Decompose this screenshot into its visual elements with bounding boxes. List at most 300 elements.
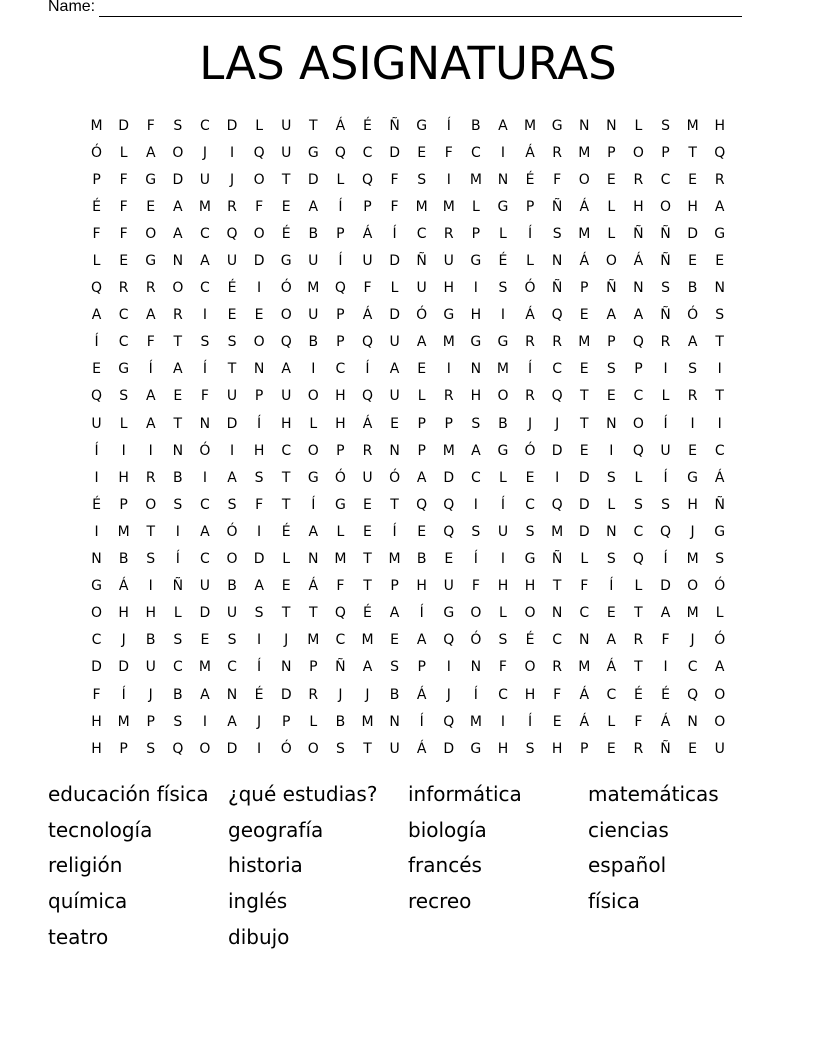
grid-letter: É bbox=[525, 171, 535, 188]
grid-letter: Í bbox=[419, 713, 424, 730]
grid-letter: Í bbox=[527, 225, 533, 242]
grid-letter: E bbox=[444, 551, 454, 568]
grid-letter: Q bbox=[361, 334, 373, 351]
grid-letter: H bbox=[497, 578, 509, 595]
grid-letter: U bbox=[145, 659, 156, 676]
grid-letter: M bbox=[578, 334, 591, 351]
grid-letter: M bbox=[469, 713, 482, 730]
grid-letter: H bbox=[497, 740, 509, 757]
grid-letter: E bbox=[525, 469, 535, 486]
grid-letter: N bbox=[470, 361, 482, 378]
name-label: Name: bbox=[48, 0, 96, 15]
grid-letter: M bbox=[334, 551, 347, 568]
grid-letter: Á bbox=[308, 578, 319, 595]
grid-letter: N bbox=[497, 171, 509, 188]
grid-letter: A bbox=[281, 361, 291, 378]
grid-letter: Q bbox=[632, 442, 644, 459]
grid-letter: S bbox=[661, 117, 670, 134]
grid-letter: R bbox=[633, 632, 644, 649]
grid-letter: T bbox=[281, 496, 291, 513]
grid-letter: H bbox=[91, 713, 102, 730]
grid-letter: L bbox=[580, 551, 589, 568]
grid-letter: L bbox=[336, 523, 345, 540]
grid-letter: É bbox=[661, 686, 670, 703]
grid-letter: Á bbox=[660, 713, 671, 730]
word-list-item: español bbox=[588, 853, 667, 878]
grid-letter: L bbox=[607, 496, 616, 513]
grid-letter: D bbox=[660, 578, 671, 595]
grid-letter: F bbox=[498, 659, 507, 676]
grid-letter: M bbox=[551, 523, 564, 540]
grid-letter: D bbox=[199, 605, 211, 622]
grid-letter: I bbox=[229, 442, 235, 459]
grid-letter: F bbox=[92, 686, 101, 703]
grid-letter: F bbox=[553, 686, 562, 703]
grid-letter: E bbox=[390, 415, 399, 432]
grid-letter: M bbox=[361, 632, 374, 649]
grid-letter: N bbox=[199, 415, 211, 432]
grid-letter: P bbox=[146, 713, 155, 730]
grid-letter: M bbox=[686, 605, 699, 622]
grid-letter: G bbox=[470, 253, 482, 270]
grid-letter: H bbox=[118, 605, 129, 622]
grid-letter: A bbox=[145, 388, 156, 405]
grid-letter: O bbox=[253, 334, 265, 351]
grid-letter: M bbox=[198, 198, 211, 215]
grid-letter: U bbox=[362, 469, 373, 486]
grid-letter: A bbox=[254, 578, 264, 595]
grid-letter: M bbox=[117, 523, 130, 540]
grid-letter: M bbox=[442, 198, 455, 215]
grid-letter: C bbox=[470, 469, 481, 486]
word-list-item: matemáticas bbox=[588, 782, 719, 806]
grid-letter: I bbox=[148, 578, 153, 595]
grid-letter: Ó bbox=[389, 469, 401, 486]
grid-letter: P bbox=[390, 578, 399, 595]
grid-letter: U bbox=[389, 388, 400, 405]
grid-letter: P bbox=[417, 659, 426, 676]
grid-letter: Ó bbox=[199, 442, 211, 459]
grid-letter: A bbox=[200, 523, 210, 540]
grid-letter: F bbox=[200, 388, 209, 405]
grid-letter: Ó bbox=[226, 523, 238, 540]
grid-letter: E bbox=[688, 442, 698, 459]
grid-letter: B bbox=[687, 280, 698, 297]
grid-letter: A bbox=[416, 334, 427, 351]
grid-letter: E bbox=[688, 740, 698, 757]
grid-letter: M bbox=[442, 334, 455, 351]
grid-letter: C bbox=[362, 144, 373, 161]
grid-letter: L bbox=[499, 469, 507, 486]
grid-letter: H bbox=[91, 740, 102, 757]
grid-letter: N bbox=[578, 632, 590, 649]
grid-letter: T bbox=[390, 496, 399, 513]
grid-letter: T bbox=[634, 659, 643, 676]
grid-letter: G bbox=[416, 117, 428, 134]
grid-letter: O bbox=[524, 605, 536, 622]
grid-letter: A bbox=[308, 198, 319, 215]
grid-letter: M bbox=[415, 198, 428, 215]
grid-letter: I bbox=[555, 469, 560, 486]
grid-letter: U bbox=[443, 253, 454, 270]
grid-letter: P bbox=[525, 198, 535, 215]
grid-letter: J bbox=[229, 171, 235, 188]
grid-letter: E bbox=[606, 740, 616, 757]
grid-letter: Ó bbox=[524, 442, 536, 459]
grid-letter: C bbox=[335, 632, 346, 649]
grid-letter: U bbox=[281, 144, 292, 161]
grid-letter: P bbox=[92, 171, 101, 188]
grid-letter: Ó bbox=[470, 632, 482, 649]
grid-letter: I bbox=[690, 415, 695, 432]
grid-letter: O bbox=[253, 225, 265, 242]
grid-letter: E bbox=[281, 578, 291, 595]
grid-letter: L bbox=[715, 605, 724, 622]
grid-letter: I bbox=[257, 523, 262, 540]
grid-letter: Í bbox=[392, 523, 397, 540]
grid-letter: Ñ bbox=[633, 225, 644, 242]
grid-letter: G bbox=[145, 253, 157, 270]
grid-letter: I bbox=[717, 415, 722, 432]
grid-letter: F bbox=[92, 225, 101, 242]
grid-letter: P bbox=[634, 361, 643, 378]
grid-letter: S bbox=[498, 280, 508, 297]
grid-letter: F bbox=[363, 280, 372, 297]
grid-letter: O bbox=[714, 713, 726, 730]
grid-letter: U bbox=[226, 253, 238, 270]
grid-letter: Ó bbox=[714, 632, 726, 649]
grid-letter: C bbox=[470, 144, 481, 161]
word-list-item: biología bbox=[408, 817, 487, 842]
grid-letter: D bbox=[226, 117, 238, 134]
grid-letter: Í bbox=[663, 415, 668, 432]
grid-letter: U bbox=[226, 605, 238, 622]
grid-letter: Í bbox=[527, 361, 533, 378]
grid-letter: R bbox=[660, 334, 671, 351]
grid-letter: A bbox=[389, 361, 400, 378]
grid-letter: P bbox=[661, 144, 670, 161]
grid-letter: N bbox=[389, 713, 400, 730]
grid-letter: Á bbox=[579, 713, 590, 730]
grid-letter: M bbox=[117, 713, 130, 730]
grid-letter: A bbox=[91, 307, 102, 324]
grid-letter: N bbox=[606, 415, 617, 432]
grid-letter: E bbox=[227, 307, 237, 324]
word-list-item: química bbox=[48, 889, 128, 914]
grid-letter: A bbox=[200, 253, 210, 270]
grid-letter: N bbox=[308, 551, 319, 568]
grid-letter: T bbox=[309, 605, 318, 622]
grid-letter: P bbox=[471, 225, 481, 242]
grid-letter: Q bbox=[361, 171, 373, 188]
grid-letter: E bbox=[281, 198, 291, 215]
grid-letter: C bbox=[335, 361, 346, 378]
grid-letter: Ñ bbox=[660, 740, 671, 757]
grid-letter: I bbox=[446, 171, 451, 188]
grid-letter: E bbox=[92, 361, 101, 378]
grid-letter: Á bbox=[362, 307, 373, 324]
grid-letter: T bbox=[281, 171, 291, 188]
grid-letter: R bbox=[525, 334, 535, 351]
word-list-item: educación física bbox=[48, 782, 209, 806]
name-underline bbox=[99, 0, 742, 17]
grid-letter: H bbox=[253, 442, 265, 459]
grid-letter: B bbox=[335, 713, 346, 730]
grid-letter: T bbox=[363, 551, 372, 568]
grid-letter: P bbox=[607, 144, 616, 161]
grid-letter: Á bbox=[362, 415, 373, 432]
grid-letter: É bbox=[363, 605, 372, 622]
grid-letter: T bbox=[281, 469, 291, 486]
grid-letter: É bbox=[363, 117, 372, 134]
grid-letter: N bbox=[470, 659, 482, 676]
grid-letter: U bbox=[226, 388, 238, 405]
grid-letter: T bbox=[579, 415, 589, 432]
grid-letter: C bbox=[498, 686, 508, 703]
grid-letter: F bbox=[336, 578, 345, 595]
grid-letter: C bbox=[606, 686, 617, 703]
grid-letter: G bbox=[470, 334, 482, 351]
grid-letter: Á bbox=[416, 740, 427, 757]
grid-letter: O bbox=[172, 280, 184, 297]
grid-letter: B bbox=[173, 469, 183, 486]
grid-letter: Á bbox=[714, 469, 725, 486]
grid-letter: Ñ bbox=[172, 578, 184, 595]
grid-letter: E bbox=[579, 442, 589, 459]
grid-letter: B bbox=[227, 578, 237, 595]
grid-letter: I bbox=[175, 523, 180, 540]
grid-letter: S bbox=[254, 469, 264, 486]
grid-letter: R bbox=[145, 469, 156, 486]
grid-letter: M bbox=[686, 551, 699, 568]
word-list bbox=[48, 777, 768, 955]
grid-letter: P bbox=[281, 713, 291, 730]
grid-letter: Í bbox=[338, 253, 343, 270]
grid-letter: F bbox=[119, 171, 128, 188]
grid-letter: Á bbox=[525, 144, 535, 161]
grid-letter: J bbox=[555, 415, 560, 432]
grid-letter: E bbox=[119, 253, 129, 270]
grid-letter: S bbox=[688, 361, 698, 378]
grid-letter: I bbox=[663, 659, 668, 676]
grid-letter: R bbox=[443, 225, 454, 242]
grid-letter: T bbox=[281, 605, 291, 622]
grid-letter: Á bbox=[579, 253, 590, 270]
grid-letter: N bbox=[578, 117, 590, 134]
grid-letter: P bbox=[119, 496, 128, 513]
grid-letter: O bbox=[199, 740, 211, 757]
grid-letter: C bbox=[200, 117, 210, 134]
grid-letter: T bbox=[173, 334, 183, 351]
grid-letter: Q bbox=[334, 605, 346, 622]
grid-letter: N bbox=[606, 117, 617, 134]
grid-letter: O bbox=[497, 388, 509, 405]
grid-letter: A bbox=[362, 659, 373, 676]
grid-letter: I bbox=[446, 659, 451, 676]
grid-letter: C bbox=[118, 334, 129, 351]
grid-letter: Q bbox=[443, 496, 455, 513]
grid-letter: O bbox=[172, 144, 184, 161]
grid-letter: N bbox=[172, 253, 184, 270]
grid-letter: S bbox=[471, 523, 481, 540]
grid-letter: I bbox=[121, 442, 126, 459]
grid-letter: S bbox=[227, 496, 237, 513]
grid-letter: C bbox=[633, 388, 644, 405]
grid-letter: D bbox=[443, 740, 455, 757]
grid-letter: N bbox=[91, 551, 102, 568]
grid-letter: Í bbox=[392, 225, 397, 242]
word-list-item: ¿qué estudias? bbox=[228, 782, 378, 806]
grid-letter: O bbox=[226, 551, 238, 568]
grid-letter: D bbox=[307, 171, 319, 188]
grid-letter: A bbox=[416, 632, 427, 649]
grid-letter: É bbox=[254, 686, 264, 703]
grid-letter: A bbox=[200, 686, 210, 703]
grid-letter: Ñ bbox=[416, 253, 427, 270]
grid-letter: U bbox=[281, 117, 292, 134]
grid-letter: Q bbox=[660, 523, 672, 540]
grid-letter: R bbox=[633, 171, 644, 188]
grid-letter: Q bbox=[91, 280, 103, 297]
grid-letter: Ñ bbox=[551, 280, 563, 297]
word-list-item: inglés bbox=[228, 889, 288, 914]
grid-letter: G bbox=[145, 171, 157, 188]
grid-letter: Q bbox=[172, 740, 184, 757]
grid-letter: I bbox=[717, 361, 722, 378]
grid-letter: S bbox=[173, 496, 183, 513]
grid-letter: E bbox=[417, 361, 427, 378]
grid-letter: Á bbox=[416, 686, 427, 703]
grid-letter: P bbox=[336, 442, 345, 459]
grid-letter: Q bbox=[334, 144, 346, 161]
grid-letter: B bbox=[173, 686, 183, 703]
grid-letter: H bbox=[470, 388, 482, 405]
grid-letter: T bbox=[715, 388, 724, 405]
grid-letter: Q bbox=[443, 632, 455, 649]
grid-letter: P bbox=[580, 740, 589, 757]
grid-letter: F bbox=[119, 198, 128, 215]
grid-letter: F bbox=[146, 334, 155, 351]
grid-letter: L bbox=[173, 605, 182, 622]
grid-letter: E bbox=[363, 523, 372, 540]
grid-letter: R bbox=[714, 171, 725, 188]
grid-letter: F bbox=[580, 578, 589, 595]
grid-letter: H bbox=[280, 415, 292, 432]
grid-letter: T bbox=[309, 117, 318, 134]
grid-letter: D bbox=[389, 253, 400, 270]
grid-letter: Q bbox=[714, 144, 726, 161]
grid-letter: H bbox=[118, 469, 129, 486]
grid-letter: U bbox=[308, 253, 319, 270]
grid-letter: B bbox=[498, 415, 508, 432]
grid-letter: H bbox=[633, 198, 644, 215]
word-list-item: historia bbox=[228, 853, 303, 878]
grid-letter: B bbox=[145, 632, 156, 649]
grid-letter: Í bbox=[527, 713, 533, 730]
word-list-item: ciencias bbox=[588, 817, 669, 842]
grid-letter: Á bbox=[633, 253, 644, 270]
grid-letter: G bbox=[443, 307, 455, 324]
grid-letter: Q bbox=[443, 523, 455, 540]
grid-letter: E bbox=[579, 361, 589, 378]
grid-letter: C bbox=[633, 523, 644, 540]
grid-letter: C bbox=[416, 225, 427, 242]
grid-letter: J bbox=[121, 632, 126, 649]
grid-letter: O bbox=[632, 144, 644, 161]
grid-letter: Q bbox=[253, 144, 265, 161]
grid-letter: R bbox=[118, 280, 129, 297]
grid-letter: A bbox=[173, 361, 183, 378]
grid-letter: S bbox=[227, 334, 237, 351]
word-list-item: tecnología bbox=[48, 817, 153, 842]
grid-letter: M bbox=[307, 280, 320, 297]
grid-letter: F bbox=[444, 144, 453, 161]
grid-letter: Í bbox=[473, 551, 478, 568]
grid-letter: C bbox=[200, 225, 210, 242]
grid-letter: O bbox=[578, 171, 590, 188]
grid-letter: O bbox=[660, 198, 672, 215]
grid-letter: L bbox=[634, 578, 643, 595]
grid-letter: J bbox=[202, 144, 207, 161]
grid-letter: D bbox=[389, 307, 400, 324]
grid-letter: N bbox=[226, 686, 238, 703]
grid-letter: Ñ bbox=[714, 496, 725, 513]
grid-letter: F bbox=[255, 496, 264, 513]
grid-letter: B bbox=[416, 551, 427, 568]
grid-letter: L bbox=[526, 253, 534, 270]
grid-letter: T bbox=[173, 415, 183, 432]
grid-letter: É bbox=[281, 523, 291, 540]
grid-letter: L bbox=[390, 280, 399, 297]
grid-letter: O bbox=[687, 578, 699, 595]
grid-letter: F bbox=[390, 171, 399, 188]
grid-letter: F bbox=[661, 632, 670, 649]
grid-letter: H bbox=[687, 198, 698, 215]
grid-letter: H bbox=[470, 307, 482, 324]
grid-letter: D bbox=[226, 415, 238, 432]
grid-letter: C bbox=[227, 659, 237, 676]
grid-letter: E bbox=[146, 198, 156, 215]
grid-letter: I bbox=[473, 496, 478, 513]
grid-letter: Í bbox=[500, 496, 506, 513]
grid-letter: L bbox=[634, 117, 643, 134]
grid-letter: É bbox=[227, 280, 237, 297]
grid-letter: O bbox=[253, 171, 265, 188]
grid-letter: H bbox=[524, 578, 536, 595]
grid-letter: A bbox=[687, 334, 698, 351]
grid-letter: S bbox=[119, 388, 129, 405]
grid-letter: M bbox=[686, 117, 699, 134]
grid-letter: M bbox=[442, 442, 455, 459]
grid-letter: É bbox=[525, 632, 535, 649]
grid-letter: E bbox=[552, 713, 562, 730]
grid-letter: G bbox=[714, 225, 726, 242]
grid-letter: D bbox=[118, 659, 130, 676]
grid-letter: E bbox=[200, 632, 210, 649]
grid-letter: D bbox=[253, 551, 265, 568]
grid-letter: Q bbox=[632, 334, 644, 351]
grid-letter: I bbox=[609, 442, 614, 459]
grid-letter: E bbox=[417, 523, 427, 540]
letter-grid bbox=[83, 112, 733, 762]
grid-letter: P bbox=[336, 225, 345, 242]
grid-letter: S bbox=[633, 496, 643, 513]
grid-letter: Í bbox=[257, 659, 262, 676]
grid-letter: S bbox=[606, 551, 616, 568]
grid-letter: C bbox=[579, 605, 590, 622]
grid-letter: Á bbox=[118, 578, 129, 595]
grid-letter: Ó bbox=[280, 280, 292, 297]
